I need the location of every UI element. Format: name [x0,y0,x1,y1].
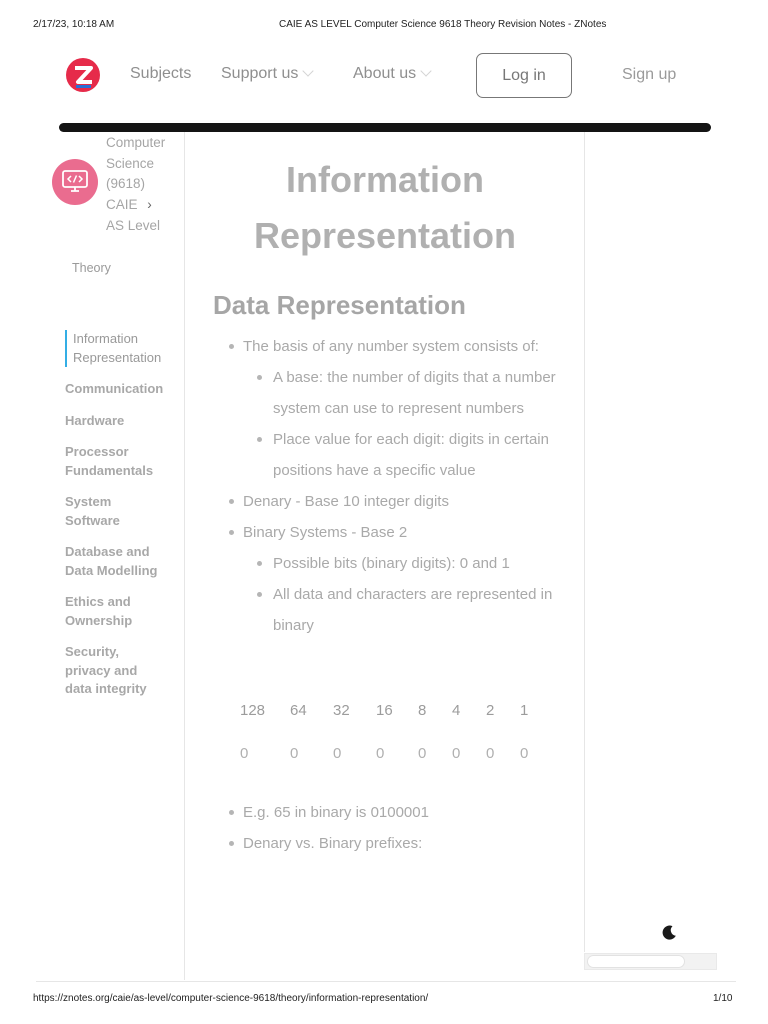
list-item-text: Binary Systems - Base 2 [243,524,408,541]
signup-link[interactable]: Sign up [622,66,677,83]
table-cell: 0 [240,745,249,762]
list-item [243,331,593,486]
bottom-divider [36,981,736,982]
print-title: CAIE AS LEVEL Computer Science 9618 Theory Revision Notes - ZNotes [279,19,607,30]
print-url: https://znotes.org/caie/as-level/computer-science-9618/theory/information-representation/ [33,993,429,1004]
sidebar-item-hardware[interactable]: Hardware [65,412,125,428]
table-cell: 4 [452,702,461,719]
nav-support-label: Support us [221,65,299,82]
computer-code-icon [61,169,89,195]
list-item: E.g. 65 in binary is 0100001 [243,797,593,828]
table-cell: 1 [520,702,529,719]
sidebar-item-information-representation[interactable]: Information Representation [65,330,181,367]
print-page-number: 1/10 [713,993,733,1004]
nav-subjects-label: Subjects [130,65,192,82]
chevron-down-icon [303,65,314,76]
header-divider [59,123,711,132]
table-cell: 64 [290,702,307,719]
table-cell: 0 [376,745,385,762]
sidebar-nav [65,330,181,712]
sidebar-item-database-and-data-modelling[interactable]: Database and Data Modelling [65,544,158,578]
table-cell: 0 [452,745,461,762]
nav-about-label: About us [353,65,417,82]
nav-about-us[interactable] [353,65,430,83]
sidebar-item-system-software[interactable]: System Software [65,494,120,528]
subject-icon[interactable] [52,159,98,205]
print-datetime: 2/17/23, 10:18 AM [33,19,115,30]
list-item: All data and characters are represented in binary [273,579,593,641]
page-title: Information Representation [253,159,517,256]
znotes-logo[interactable] [65,57,101,93]
dark-mode-toggle[interactable] [660,924,678,947]
breadcrumb [106,133,186,237]
table-cell: 32 [333,702,350,719]
table-cell: 128 [240,702,266,719]
login-button[interactable]: Log in [476,53,572,98]
content-list-2 [215,797,593,859]
moon-icon [660,924,678,942]
content-list [215,331,593,641]
table-cell: 0 [486,745,495,762]
chevron-down-icon [420,65,431,76]
breadcrumb-subject[interactable]: Computer Science (9618) [106,135,166,192]
table-cell: 0 [333,745,342,762]
sidebar-item-security[interactable]: Security, privacy and data integrity [65,644,147,696]
section-heading: Data Representation [213,290,466,320]
table-cell: 0 [520,745,529,762]
list-item: Denary - Base 10 integer digits [243,486,593,517]
nav-support-us[interactable] [221,65,312,83]
sidebar-item-ethics-and-ownership[interactable]: Ethics and Ownership [65,594,133,628]
table-cell: 16 [376,702,393,719]
sidebar-divider [184,132,185,980]
list-item-text: The basis of any number system consists of: [243,338,539,355]
place-value-row [0,702,768,722]
chevron-right-icon: › [147,197,152,213]
sidebar-item-communication[interactable]: Communication [65,381,164,396]
table-cell: 2 [486,702,495,719]
list-item [243,517,593,641]
table-cell: 8 [418,702,427,719]
list-item: Place value for each digit: digits in certain positions have a specific value [273,424,593,486]
breadcrumb-board-label: CAIE [106,197,138,213]
breadcrumb-level[interactable]: AS Level [106,217,161,233]
theory-label: Theory [72,261,111,275]
nav-subjects[interactable] [130,65,191,83]
sidebar-item-processor-fundamentals[interactable]: Processor Fundamentals [65,444,154,478]
table-cell: 0 [290,745,299,762]
breadcrumb-board[interactable] [106,195,186,216]
znotes-logo-icon [65,57,101,93]
list-item: A base: the number of digits that a number system can use to represent numbers [273,362,593,424]
bit-row [0,745,768,765]
table-cell: 0 [418,745,427,762]
list-item: Possible bits (binary digits): 0 and 1 [273,548,593,579]
scrollbar-thumb[interactable] [587,955,685,968]
list-item: Denary vs. Binary prefixes: [243,828,593,859]
